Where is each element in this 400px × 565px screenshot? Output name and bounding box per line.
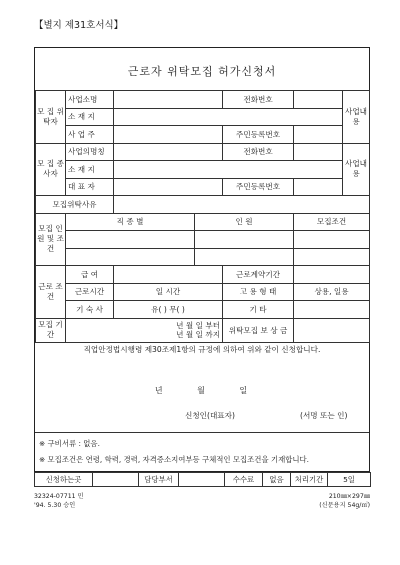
recruit-fee-field[interactable]	[294, 318, 370, 342]
hours-label: 근로시간	[66, 283, 114, 301]
employment-type-field[interactable]: 상용, 일용	[294, 283, 370, 301]
work-group-label: 근로 조건	[36, 266, 66, 319]
processing-bar	[34, 472, 371, 487]
consignor-phone-label: 전화번호	[223, 91, 294, 109]
submit-to-field[interactable]	[93, 473, 139, 487]
paper-spec	[283, 492, 370, 510]
paper-spec-line1: 210㎜×297㎜	[328, 493, 370, 500]
consignor-resident-no-label: 주민등록번호	[223, 126, 294, 144]
recruit-count-field[interactable]	[195, 231, 294, 249]
trustee-rep-label: 대 표 자	[66, 178, 114, 196]
recruit-group-label: 모집 인원 및 조건	[36, 213, 66, 266]
consignor-business-content-label: 사업내용	[343, 91, 370, 144]
consignor-owner-field[interactable]	[114, 126, 223, 144]
hours-field[interactable]: 일 시간	[114, 283, 223, 301]
recruit-conditions-field[interactable]	[294, 231, 370, 249]
recruit-conditions-label: 모집조건	[294, 213, 370, 231]
dept-label: 담당부서	[139, 473, 179, 487]
statement: 직업안정법시행령 제30조제1항의 규정에 의하여 위와 같이 신청합니다.	[83, 345, 321, 354]
paper-spec-line2: (신문용지 54g/㎡)	[319, 502, 370, 509]
wage-label: 급 여	[66, 266, 114, 284]
recruit-job-field-2[interactable]	[66, 248, 195, 266]
consignor-business-name-label: 사업소명	[66, 91, 114, 109]
reason-field[interactable]	[114, 196, 370, 214]
trustee-resident-no-field[interactable]	[294, 178, 343, 196]
signature-label: (서명 또는 인)	[300, 411, 348, 420]
contract-period-label: 근로계약기간	[223, 266, 294, 284]
wage-field[interactable]	[114, 266, 223, 284]
consignor-owner-label: 사 업 주	[66, 126, 114, 144]
note-conditions: ※ 모집조건은 연령, 학력, 경력, 자격증소지여부등 구체적인 모집조건을 기재합니다.	[39, 455, 309, 464]
recruit-job-label: 직 종 별	[66, 213, 195, 231]
fee-label: 수수료	[225, 473, 263, 487]
dorm-label: 기 숙 사	[66, 301, 114, 319]
consignor-address-label: 소 재 지	[66, 108, 114, 126]
consignor-resident-no-field[interactable]	[294, 126, 343, 144]
note-required-docs: ※ 구비서류 : 없음.	[39, 439, 100, 448]
processing-period-value: 5일	[328, 473, 371, 487]
date-line	[35, 385, 369, 396]
period-field[interactable]	[66, 318, 223, 342]
trustee-business-content-label: 사업내용	[343, 143, 370, 196]
period-from: 년 월 일 부터	[176, 321, 221, 330]
application-form	[34, 47, 370, 472]
fee-value: 없음	[263, 473, 291, 487]
form-title: 근로자 위탁모집 허가신청서	[127, 65, 277, 78]
notes	[35, 432, 369, 465]
trustee-group-label: 모 집 종사자	[36, 143, 66, 196]
form-code	[34, 492, 84, 510]
applicant-label: 신청인(대표자)	[185, 411, 235, 420]
trustee-resident-no-label: 주민등록번호	[223, 178, 294, 196]
trustee-address-field[interactable]	[114, 161, 343, 179]
contract-period-field[interactable]	[294, 266, 370, 284]
consignor-group-label: 모 집 위탁자	[36, 91, 66, 144]
date-year: 년	[154, 386, 165, 395]
date-day: 일	[239, 386, 250, 395]
consignor-phone-field[interactable]	[294, 91, 343, 109]
trustee-rep-field[interactable]	[114, 178, 223, 196]
reason-label: 모집위탁사유	[36, 196, 114, 214]
recruit-conditions-field-2[interactable]	[294, 248, 370, 266]
submit-to-label: 신청하는곳	[35, 473, 93, 487]
consignor-address-field[interactable]	[114, 108, 343, 126]
period-to: 년 월 일 까지	[176, 330, 221, 339]
recruit-count-label: 인 원	[195, 213, 294, 231]
dept-field[interactable]	[179, 473, 225, 487]
form-number: 【별지 제31호서식】	[34, 20, 124, 31]
dorm-field[interactable]: 유( ) 무( )	[114, 301, 223, 319]
trustee-phone-label: 전화번호	[223, 143, 294, 161]
period-label: 모집 기간	[36, 318, 66, 342]
recruit-fee-label: 위탁모집 보 상 금	[223, 318, 294, 342]
form-code-line1: 32324-07711 민	[34, 493, 84, 500]
other-label: 기 타	[223, 301, 294, 319]
consignor-business-name-field[interactable]	[114, 91, 223, 109]
trustee-address-label: 소 재 지	[66, 161, 114, 179]
employment-type-label: 고 용 형 태	[223, 283, 294, 301]
form-table	[35, 90, 370, 343]
trustee-phone-field[interactable]	[294, 143, 343, 161]
date-month: 월	[197, 386, 207, 395]
form-code-line2: '94. 5.30 승인	[34, 502, 76, 509]
other-field[interactable]	[294, 301, 370, 319]
trustee-business-name-field[interactable]	[114, 143, 223, 161]
recruit-count-field-2[interactable]	[195, 248, 294, 266]
processing-period-label: 처리기간	[291, 473, 328, 487]
trustee-business-name-label: 사업의명칭	[66, 143, 114, 161]
recruit-job-field[interactable]	[66, 231, 195, 249]
